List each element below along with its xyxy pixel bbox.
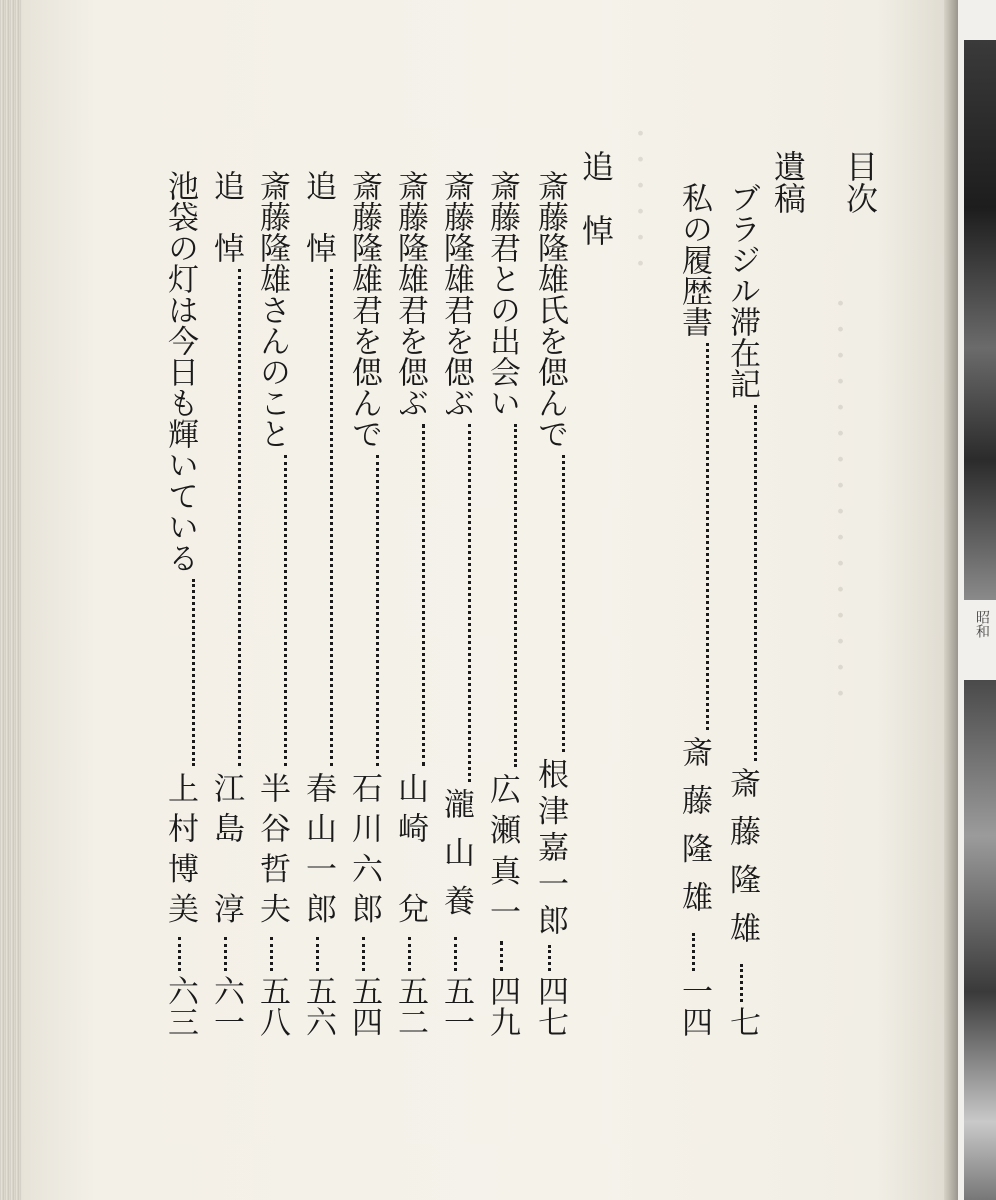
toc-title: 目次 [841, 150, 879, 214]
leader-dots [376, 455, 379, 766]
entry-page: 五八 [254, 975, 290, 1037]
entry-title: 斎藤隆雄さんのこと [254, 170, 290, 449]
entry-title: 斎藤君との出会い [484, 170, 520, 418]
leader-dots [548, 945, 551, 971]
leader-dots [362, 937, 365, 971]
entry-page: 四九 [484, 975, 520, 1037]
book-page-edges [0, 0, 22, 1200]
toc-entry[interactable] [254, 170, 290, 1037]
entry-page: 五六 [300, 975, 336, 1037]
leader-dots [562, 455, 565, 752]
leader-dots [500, 941, 503, 971]
toc-entry[interactable] [300, 170, 336, 1037]
entry-author: 上村博美 [162, 771, 198, 933]
entry-title: 斎藤隆雄君を偲ぶ [438, 170, 474, 418]
leader-dots [706, 343, 709, 730]
leader-dots [178, 937, 181, 971]
entry-page: 七 [724, 1006, 760, 1037]
leader-dots [284, 455, 287, 766]
entry-page: 五二 [392, 975, 428, 1037]
leader-dots [454, 937, 457, 971]
entry-page: 五四 [346, 975, 382, 1037]
leader-dots [468, 424, 471, 782]
leader-dots [238, 269, 241, 766]
leader-dots [192, 579, 195, 766]
entry-author: 斎藤隆雄 [724, 766, 760, 960]
toc-entry[interactable] [676, 182, 712, 1037]
entry-author: 江島 淳 [208, 771, 244, 933]
toc-entry[interactable] [484, 170, 520, 1037]
entry-title: 私の履歴書 [676, 182, 712, 337]
entry-title: 斎藤隆雄氏を偲んで [532, 170, 568, 449]
entry-author: 春山一郎 [300, 771, 336, 933]
toc-entry[interactable] [438, 170, 474, 1037]
photo-caption: 昭和 [974, 610, 990, 638]
entry-author: 根津嘉一郎 [532, 758, 568, 941]
entry-title: 池袋の灯は今日も輝いている [162, 170, 198, 573]
show-through-text: ・・・・・・ [623, 120, 653, 276]
facing-page-photo [964, 680, 996, 1200]
entry-title: 追 悼 [208, 170, 244, 263]
entry-page: 四七 [532, 975, 568, 1037]
toc-entry[interactable] [346, 170, 382, 1037]
section-heading: 遺稿 [769, 150, 807, 214]
toc-entry[interactable] [724, 182, 760, 1037]
entry-title: 斎藤隆雄君を偲ぶ [392, 170, 428, 418]
facing-page-photo [964, 40, 996, 600]
leader-dots [224, 937, 227, 971]
entry-author: 瀧山養 [438, 787, 474, 933]
entry-page: 六一 [208, 975, 244, 1037]
show-through-text: ・・・・・・・・・・・・・・・・ [823, 290, 853, 706]
section-heading: 追 悼 [577, 150, 615, 246]
entry-title: ブラジル滞在記 [724, 182, 760, 399]
entry-page: 一四 [676, 975, 712, 1037]
entry-page: 六三 [162, 975, 198, 1037]
leader-dots [740, 964, 743, 1002]
entry-author: 斎藤隆雄 [676, 735, 712, 929]
entry-author: 広瀬真一 [484, 773, 520, 937]
entry-title: 追 悼 [300, 170, 336, 263]
leader-dots [514, 424, 517, 767]
entry-author: 山崎 兌 [392, 771, 428, 933]
entry-author: 石川六郎 [346, 771, 382, 933]
leader-dots [692, 933, 695, 971]
leader-dots [422, 424, 425, 766]
leader-dots [316, 937, 319, 971]
leader-dots [330, 269, 333, 766]
entry-title: 斎藤隆雄君を偲んで [346, 170, 382, 449]
book-gutter [944, 0, 958, 1200]
entry-page: 五一 [438, 975, 474, 1037]
leader-dots [270, 937, 273, 971]
toc-entry[interactable] [392, 170, 428, 1037]
toc-entry[interactable] [208, 170, 244, 1037]
leader-dots [754, 405, 757, 761]
entry-author: 半谷哲夫 [254, 771, 290, 933]
toc-entry[interactable] [162, 170, 198, 1037]
leader-dots [408, 937, 411, 971]
toc-entry[interactable] [532, 170, 568, 1037]
